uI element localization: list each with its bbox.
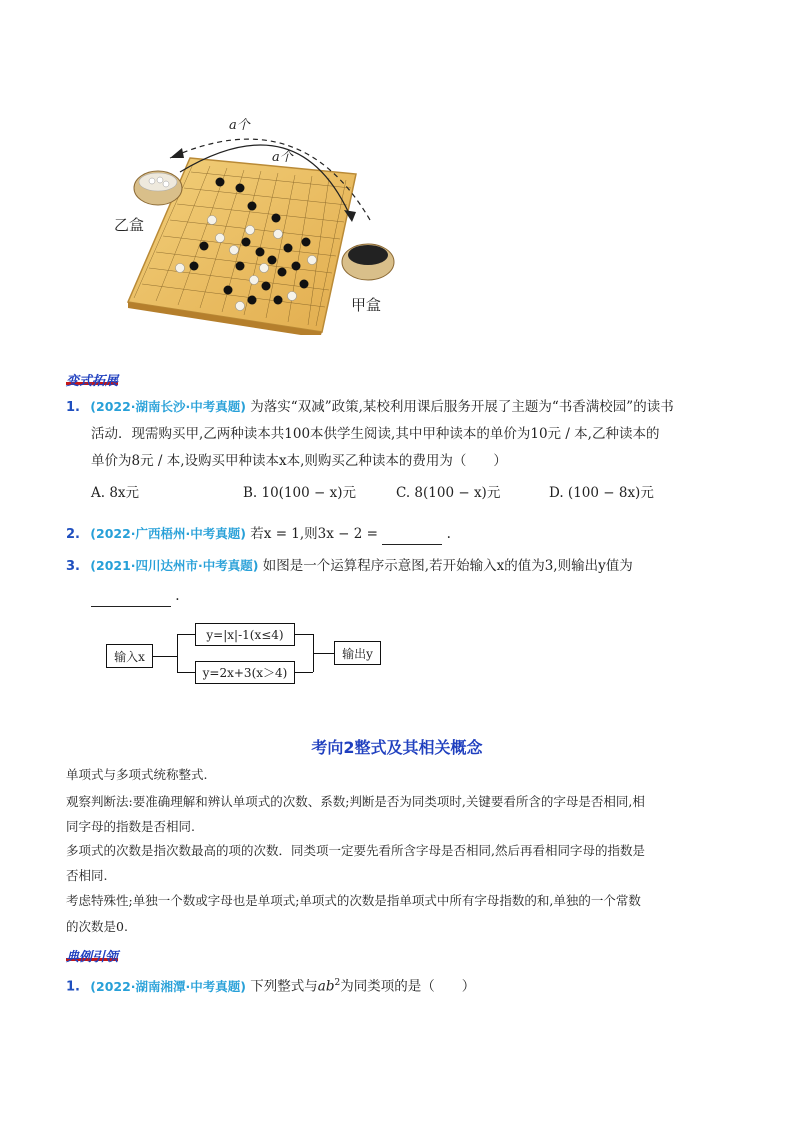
q2-line [66,524,451,545]
section2-p3a: 多项式的次数是指次数最高的项的次数．同类项一定要先看所含字母是否相同,然后再看相同字母的指数是 [66,843,645,858]
bowl-jia-icon [342,244,394,280]
flow-connector [153,656,177,657]
q2-end: . [446,526,451,542]
figure-label-top: a个 [229,118,250,133]
example-badge: 典例引领 [66,950,119,965]
q4-line [66,973,475,998]
figure-label-mid: a个 [272,150,293,165]
q1-source: (2022·湖南长沙·中考真题) [90,399,246,414]
section2-p1: 单项式与多项式统称整式. [66,767,208,782]
section2-p2b: 同字母的指数是否相同. [66,819,195,834]
q1-line1 [66,397,674,418]
q2-source: (2022·广西梧州·中考真题) [90,526,246,541]
q4-text-pre: 下列整式与 [250,978,318,995]
q4-source: (2022·湖南湘潭·中考真题) [90,978,246,994]
q3-number: 3. [66,559,80,574]
q4-exponent: 2 [334,978,341,988]
flow-connector [177,634,195,635]
section2-p2a: 观察判断法:要准确理解和辨认单项式的次数、系数;判断是否为同类项时,关键要看所含的字母是否相同,相 [66,794,645,809]
section2-title: 考向2整式及其相关概念 [311,738,483,757]
section2-p3b: 否相同. [66,868,108,883]
flow-connector [177,634,178,672]
q1-option-c[interactable]: C. 8(100 − x)元 [396,485,501,501]
q1-text-1: 为落实“双减”政策,某校利用课后服务开展了主题为“书香满校园”的读书 [250,399,674,415]
section2-p4b: 的次数是0. [66,919,128,934]
figure-label-jia: 甲盒 [351,296,382,314]
flow-connector [313,653,334,654]
flow-output-box: 输出y [334,641,381,665]
flow-connector [177,672,195,673]
q1-option-d[interactable]: D. (100 − 8x)元 [549,485,654,501]
q2-text: 若x = 1,则3x − 2 = [250,526,378,542]
bowl-yi-icon [134,171,182,205]
q4-text-post: 为同类项的是（ ） [340,978,476,995]
flow-branch-bottom: y=2x+3(x＞4) [195,661,295,684]
q3-line [66,556,633,577]
q2-number: 2. [66,527,80,542]
figure-label-yi: 乙盒 [114,216,145,234]
q1-option-a[interactable]: A. 8x元 [91,485,140,501]
flow-branch-top: y=|x|-1(x≤4) [195,623,295,646]
q3-answer-blank[interactable] [91,586,171,607]
q4-expr: ab [317,978,335,995]
q2-answer-blank[interactable] [382,524,442,545]
q3-text: 如图是一个运算程序示意图,若开始输入x的值为3,则输出y值为 [262,558,633,574]
flow-connector [295,634,313,635]
q1-line2: 活动．现需购买甲,乙两种读本共100本供学生阅读,其中甲种读本的单价为10元 / 本,乙种读本的 [91,426,660,442]
flow-input-box: 输入x [106,644,153,668]
q1-option-b[interactable]: B. 10(100 − x)元 [243,485,356,501]
section2-p4a: 考虑特殊性;单独一个数或字母也是单项式;单项式的次数是指单项式中所有字母指数的和,单独的一个常数 [66,893,641,908]
q1-number: 1. [66,400,80,415]
q3-line2 [91,586,180,607]
q3-end: . [175,588,180,604]
variant-badge: 变式拓展 [66,374,119,389]
q3-source: (2021·四川达州市·中考真题) [90,558,259,573]
q1-line3: 单价为8元 / 本,设购买甲种读本x本,则购买乙种读本的费用为（ ） [91,453,507,469]
flow-connector [295,672,313,673]
q4-number: 1. [66,979,80,995]
